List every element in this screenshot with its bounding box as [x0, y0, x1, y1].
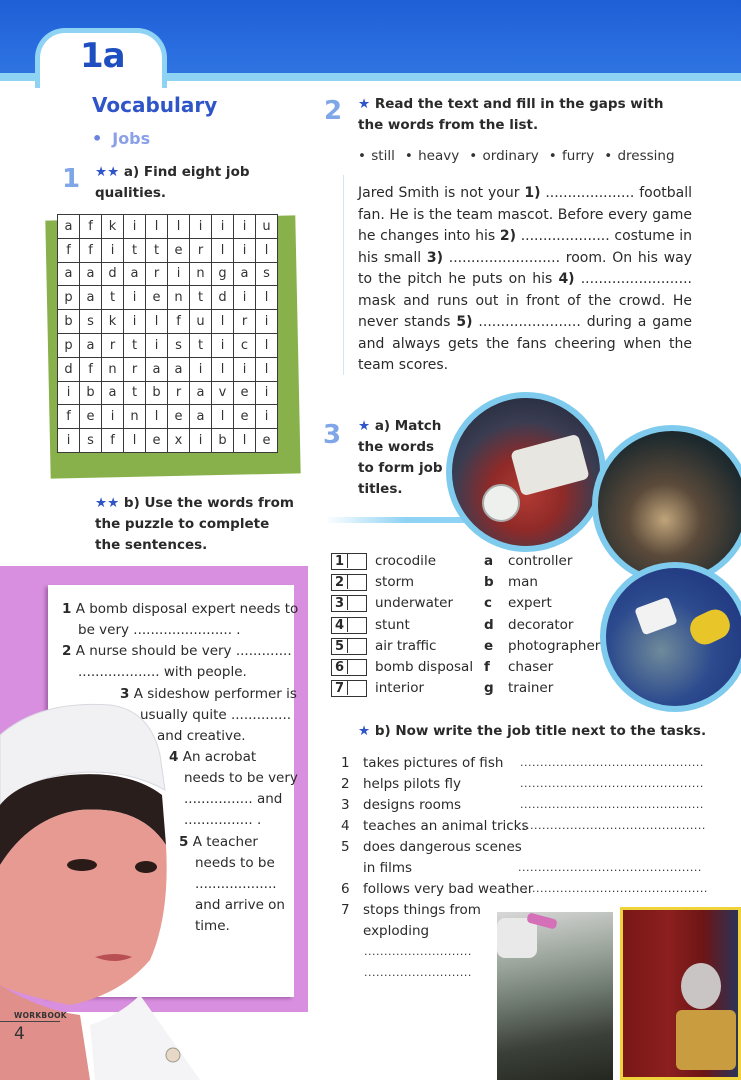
match-left-word: bomb disposal	[375, 659, 474, 675]
puzzle-cell[interactable]: i	[234, 238, 256, 262]
answer-line[interactable]: ..............................................	[520, 756, 704, 769]
answer-box[interactable]	[331, 574, 367, 591]
puzzle-cell[interactable]: v	[212, 381, 234, 405]
exercise-1b-instruction: ★★ b) Use the words from the puzzle to complete the sentences.	[95, 495, 294, 553]
sentence-4: 4 An acrobat needs to be very ................ and ................ .	[169, 749, 298, 828]
puzzle-cell[interactable]: c	[234, 333, 256, 357]
gap-4[interactable]: .........................	[574, 271, 692, 287]
nurse-badge	[166, 1048, 180, 1062]
puzzle-cell[interactable]: t	[124, 333, 146, 357]
word-search-puzzle[interactable]	[57, 214, 278, 453]
puzzle-cell[interactable]: i	[212, 333, 234, 357]
puzzle-cell[interactable]: i	[58, 429, 80, 453]
puzzle-cell[interactable]: t	[102, 286, 124, 310]
puzzle-row	[58, 286, 278, 310]
task-item	[341, 837, 522, 879]
answer-line[interactable]: ...........................	[364, 966, 472, 979]
word-list-item: • dressing	[604, 148, 675, 164]
puzzle-cell[interactable]: l	[124, 429, 146, 453]
puzzle-cell[interactable]: e	[256, 429, 278, 453]
puzzle-cell[interactable]: r	[190, 238, 212, 262]
puzzle-cell[interactable]: b	[58, 310, 80, 334]
puzzle-cell[interactable]: e	[234, 381, 256, 405]
word-list-item: • still	[358, 148, 395, 164]
puzzle-cell[interactable]: r	[124, 357, 146, 381]
task-text: stops things from	[363, 902, 481, 918]
puzzle-cell[interactable]: i	[234, 357, 256, 381]
puzzle-cell[interactable]: s	[168, 333, 190, 357]
puzzle-row	[58, 333, 278, 357]
puzzle-cell[interactable]: u	[256, 215, 278, 239]
match-row	[331, 553, 631, 574]
puzzle-cell[interactable]: g	[212, 262, 234, 286]
match-letter: g	[484, 680, 494, 697]
task-item	[341, 900, 481, 942]
match-left-word: interior	[375, 680, 425, 697]
puzzle-cell[interactable]: i	[124, 215, 146, 239]
match-left-word: stunt	[375, 616, 410, 633]
puzzle-cell[interactable]: b	[146, 381, 168, 405]
star-icon: ★	[358, 418, 371, 434]
nurse-photo	[0, 695, 200, 1080]
passage-text: Jared Smith is not your 1) .................... football fan. He is the team mascot. Before every game he changes into his 2) .................... costume in his small 3) ......................... room. On his way to the pitch he puts on his 4) ......................... mask and runs out in front of the crowd. He never stands 5) ....................... during a game and always gets the fans cheering when the team scores.	[358, 185, 693, 373]
bullet-icon: •	[92, 129, 103, 148]
puzzle-cell[interactable]: i	[168, 262, 190, 286]
task-number: 3	[341, 797, 350, 813]
puzzle-cell[interactable]: l	[146, 405, 168, 429]
puzzle-cell[interactable]: e	[168, 238, 190, 262]
task-text: helps pilots fly	[363, 776, 461, 792]
task-number: 4	[341, 818, 350, 834]
bullet-icon: •	[404, 148, 419, 164]
puzzle-cell[interactable]: l	[256, 333, 278, 357]
puzzle-cell[interactable]: r	[168, 381, 190, 405]
task-item	[341, 753, 503, 774]
task-number: 1	[341, 755, 350, 771]
puzzle-cell[interactable]: s	[80, 310, 102, 334]
puzzle-cell[interactable]: i	[102, 238, 124, 262]
footer-divider	[0, 1021, 60, 1022]
puzzle-cell[interactable]: i	[190, 215, 212, 239]
page-number: 4	[14, 1024, 25, 1044]
bullet-icon: •	[604, 148, 618, 164]
answer-line[interactable]: ..............................................	[522, 819, 706, 832]
puzzle-cell[interactable]: e	[80, 405, 102, 429]
puzzle-cell[interactable]: n	[124, 405, 146, 429]
sentence-5: 5 A teacher needs to be ................... and arrive on time.	[179, 834, 285, 934]
puzzle-row	[58, 262, 278, 286]
puzzle-cell[interactable]: f	[58, 405, 80, 429]
task-item	[341, 816, 529, 837]
puzzle-cell[interactable]: i	[256, 405, 278, 429]
puzzle-cell[interactable]: r	[234, 310, 256, 334]
match-row	[331, 595, 631, 616]
puzzle-cell[interactable]: i	[124, 286, 146, 310]
task-number: 6	[341, 881, 350, 897]
nurse-collar	[90, 995, 200, 1080]
puzzle-cell[interactable]: s	[80, 429, 102, 453]
puzzle-cell[interactable]: b	[80, 381, 102, 405]
exercise-1a-instruction: ★★ a) Find eight job qualities.	[95, 164, 250, 201]
answer-box[interactable]	[331, 680, 367, 697]
puzzle-cell[interactable]: a	[80, 333, 102, 357]
puzzle-cell[interactable]: n	[168, 286, 190, 310]
item-number: 2	[332, 574, 348, 589]
puzzle-cell[interactable]: f	[80, 238, 102, 262]
puzzle-cell[interactable]: i	[234, 286, 256, 310]
match-right-word: photographer	[508, 637, 601, 654]
puzzle-cell[interactable]: t	[124, 238, 146, 262]
puzzle-row	[58, 238, 278, 262]
puzzle-cell[interactable]: i	[102, 405, 124, 429]
sentence-1: 1 A bomb disposal expert needs to be very ....................... .	[62, 601, 299, 638]
puzzle-cell[interactable]: a	[190, 381, 212, 405]
puzzle-cell[interactable]: i	[124, 310, 146, 334]
task-text: designs rooms	[363, 797, 462, 813]
puzzle-cell[interactable]: l	[146, 310, 168, 334]
nurse-eye-left	[67, 859, 97, 871]
match-right-word: chaser	[508, 659, 554, 675]
puzzle-cell[interactable]: n	[102, 357, 124, 381]
match-left-word: storm	[375, 574, 415, 591]
puzzle-cell[interactable]: a	[168, 357, 190, 381]
section-title: Vocabulary	[92, 93, 218, 117]
puzzle-cell[interactable]: a	[58, 262, 80, 286]
puzzle-cell[interactable]: e	[234, 405, 256, 429]
puzzle-cell[interactable]: l	[212, 357, 234, 381]
answer-line[interactable]: ..............................................	[520, 798, 704, 811]
puzzle-cell[interactable]: f	[80, 215, 102, 239]
puzzle-cell[interactable]: p	[58, 286, 80, 310]
puzzle-row	[58, 215, 278, 239]
match-letter: d	[484, 616, 494, 633]
puzzle-cell[interactable]: l	[212, 405, 234, 429]
task-number: 2	[341, 776, 350, 792]
puzzle-cell[interactable]: f	[102, 429, 124, 453]
puzzle-cell[interactable]: a	[146, 357, 168, 381]
puzzle-cell[interactable]: t	[190, 286, 212, 310]
task-text-cont: exploding	[363, 923, 430, 939]
star-icon: ★	[358, 96, 371, 112]
puzzle-cell[interactable]: d	[58, 357, 80, 381]
answer-line[interactable]: ..............................................	[518, 861, 702, 874]
photo-timer	[482, 484, 520, 522]
exercise-2-number: 2	[324, 96, 343, 126]
puzzle-cell[interactable]: a	[124, 262, 146, 286]
puzzle-row	[58, 381, 278, 405]
word-list	[358, 148, 685, 164]
puzzle-cell[interactable]: i	[146, 333, 168, 357]
puzzle-cell[interactable]: a	[80, 262, 102, 286]
puzzle-cell[interactable]: l	[212, 238, 234, 262]
puzzle-row	[58, 310, 278, 334]
match-letter: b	[484, 574, 494, 591]
answer-box[interactable]	[331, 638, 367, 655]
sentence-2: 2 A nurse should be very ............. ................... with people.	[62, 643, 292, 680]
puzzle-cell[interactable]: i	[190, 357, 212, 381]
match-letter: f	[484, 659, 490, 675]
task-number: 5	[341, 839, 350, 855]
match-right-word: expert	[508, 595, 552, 612]
match-right-word: decorator	[508, 616, 574, 633]
item-number: 1	[332, 553, 348, 568]
item-number: 3	[332, 595, 348, 610]
puzzle-cell[interactable]: p	[58, 333, 80, 357]
puzzle-cell[interactable]: a	[190, 405, 212, 429]
gap-5[interactable]: .......................	[472, 314, 587, 330]
puzzle-cell[interactable]: t	[146, 238, 168, 262]
match-right-word: trainer	[508, 680, 554, 697]
match-left-word: air traffic	[375, 637, 437, 654]
puzzle-cell[interactable]: a	[80, 286, 102, 310]
word-list-item: • heavy	[404, 148, 460, 164]
answer-line[interactable]: ..............................................	[520, 777, 704, 790]
photo-trainer-shirt	[497, 918, 537, 958]
puzzle-cell[interactable]: f	[58, 238, 80, 262]
puzzle-cell[interactable]: k	[102, 310, 124, 334]
task-text-cont: in films	[363, 860, 413, 876]
sentence-3: 3 A sideshow performer is usually quite .............. and creative.	[120, 686, 297, 744]
unit-label: 1a	[80, 36, 125, 76]
puzzle-cell[interactable]: r	[102, 333, 124, 357]
bullet-icon: •	[358, 148, 372, 164]
puzzle-cell[interactable]: l	[146, 215, 168, 239]
photo-decorator-apron	[676, 1010, 736, 1070]
task-text: follows very bad weather	[363, 881, 534, 897]
puzzle-cell[interactable]: r	[146, 262, 168, 286]
puzzle-cell[interactable]: i	[58, 381, 80, 405]
match-left-word: underwater	[375, 595, 454, 612]
puzzle-cell[interactable]: i	[234, 215, 256, 239]
puzzle-row	[58, 357, 278, 381]
match-letter: a	[484, 553, 494, 569]
bullet-icon: •	[469, 148, 483, 164]
answer-box[interactable]	[331, 595, 367, 612]
exercise-3a-instruction: ★ a) Match the words to form job titles.	[358, 418, 443, 497]
task-item	[341, 879, 533, 900]
puzzle-cell[interactable]: a	[234, 262, 256, 286]
item-number: 7	[332, 680, 348, 695]
puzzle-cell[interactable]: n	[190, 262, 212, 286]
task-item	[341, 774, 461, 795]
workbook-label: WORKBOOK	[14, 1011, 67, 1020]
exercise-3b-instruction: ★ b) Now write the job title next to the tasks.	[358, 723, 707, 739]
match-row	[331, 638, 631, 659]
exercise-1-number: 1	[62, 164, 81, 194]
match-right-word: controller	[508, 553, 573, 569]
puzzle-cell[interactable]: e	[168, 405, 190, 429]
task-text: does dangerous scenes	[363, 839, 522, 855]
puzzle-row	[58, 429, 278, 453]
puzzle-cell[interactable]: x	[168, 429, 190, 453]
match-left-word: crocodile	[375, 553, 436, 569]
task-item	[341, 795, 461, 816]
match-row	[331, 574, 631, 595]
puzzle-cell[interactable]: f	[168, 310, 190, 334]
puzzle-cell[interactable]: l	[256, 238, 278, 262]
puzzle-cell[interactable]: d	[102, 262, 124, 286]
nurse-eye-right	[135, 861, 157, 873]
puzzle-cell[interactable]: d	[212, 286, 234, 310]
puzzle-cell[interactable]: i	[256, 381, 278, 405]
task-text: teaches an animal tricks	[363, 818, 529, 834]
puzzle-cell[interactable]: b	[212, 429, 234, 453]
puzzle-cell[interactable]: l	[234, 429, 256, 453]
word-list-item: • ordinary	[469, 148, 539, 164]
match-row	[331, 659, 631, 680]
puzzle-cell[interactable]: u	[190, 310, 212, 334]
gap-1[interactable]: ....................	[540, 185, 640, 201]
photo-decorator-head	[681, 963, 721, 1009]
nurse-face	[0, 809, 167, 1005]
puzzle-cell[interactable]: s	[256, 262, 278, 286]
match-row	[331, 680, 631, 701]
star-icon: ★★	[95, 164, 120, 180]
puzzle-cell[interactable]: t	[190, 333, 212, 357]
puzzle-cell[interactable]: l	[212, 310, 234, 334]
star-icon: ★★	[95, 495, 120, 511]
answer-box[interactable]	[331, 617, 367, 634]
puzzle-cell[interactable]: e	[146, 286, 168, 310]
puzzle-cell[interactable]: l	[168, 215, 190, 239]
item-number: 4	[332, 617, 348, 632]
answer-line[interactable]: ..............................................	[524, 882, 708, 895]
task-text: takes pictures of fish	[363, 755, 504, 771]
puzzle-cell[interactable]: k	[102, 215, 124, 239]
answer-box[interactable]	[331, 659, 367, 676]
puzzle-cell[interactable]: i	[212, 215, 234, 239]
gap-3[interactable]: .........................	[443, 249, 566, 266]
puzzle-cell[interactable]: e	[146, 429, 168, 453]
section-subtitle: • Jobs	[92, 129, 151, 148]
star-icon: ★	[358, 723, 371, 739]
item-number: 5	[332, 638, 348, 653]
puzzle-cell[interactable]: l	[256, 286, 278, 310]
exercise-3-number: 3	[323, 420, 342, 450]
match-right-word: man	[508, 574, 538, 591]
puzzle-row	[58, 405, 278, 429]
puzzle-cell[interactable]: f	[80, 357, 102, 381]
puzzle-cell[interactable]: i	[190, 429, 212, 453]
match-row	[331, 617, 631, 638]
puzzle-cell[interactable]: t	[124, 381, 146, 405]
puzzle-cell[interactable]: a	[102, 381, 124, 405]
bullet-icon: •	[548, 148, 563, 164]
exercise-2-instruction: ★ Read the text and fill in the gaps with the words from the list.	[358, 96, 664, 133]
item-number: 6	[332, 659, 348, 674]
answer-box[interactable]	[331, 553, 367, 570]
puzzle-cell[interactable]: l	[256, 357, 278, 381]
word-list-item: • furry	[548, 148, 595, 164]
puzzle-cell[interactable]: i	[256, 310, 278, 334]
puzzle-cell[interactable]: a	[58, 215, 80, 239]
match-letter: e	[484, 637, 494, 654]
match-letter: c	[484, 595, 493, 612]
gap-2[interactable]: ....................	[516, 228, 615, 244]
task-number: 7	[341, 902, 350, 918]
answer-line[interactable]: ...........................	[364, 945, 472, 958]
